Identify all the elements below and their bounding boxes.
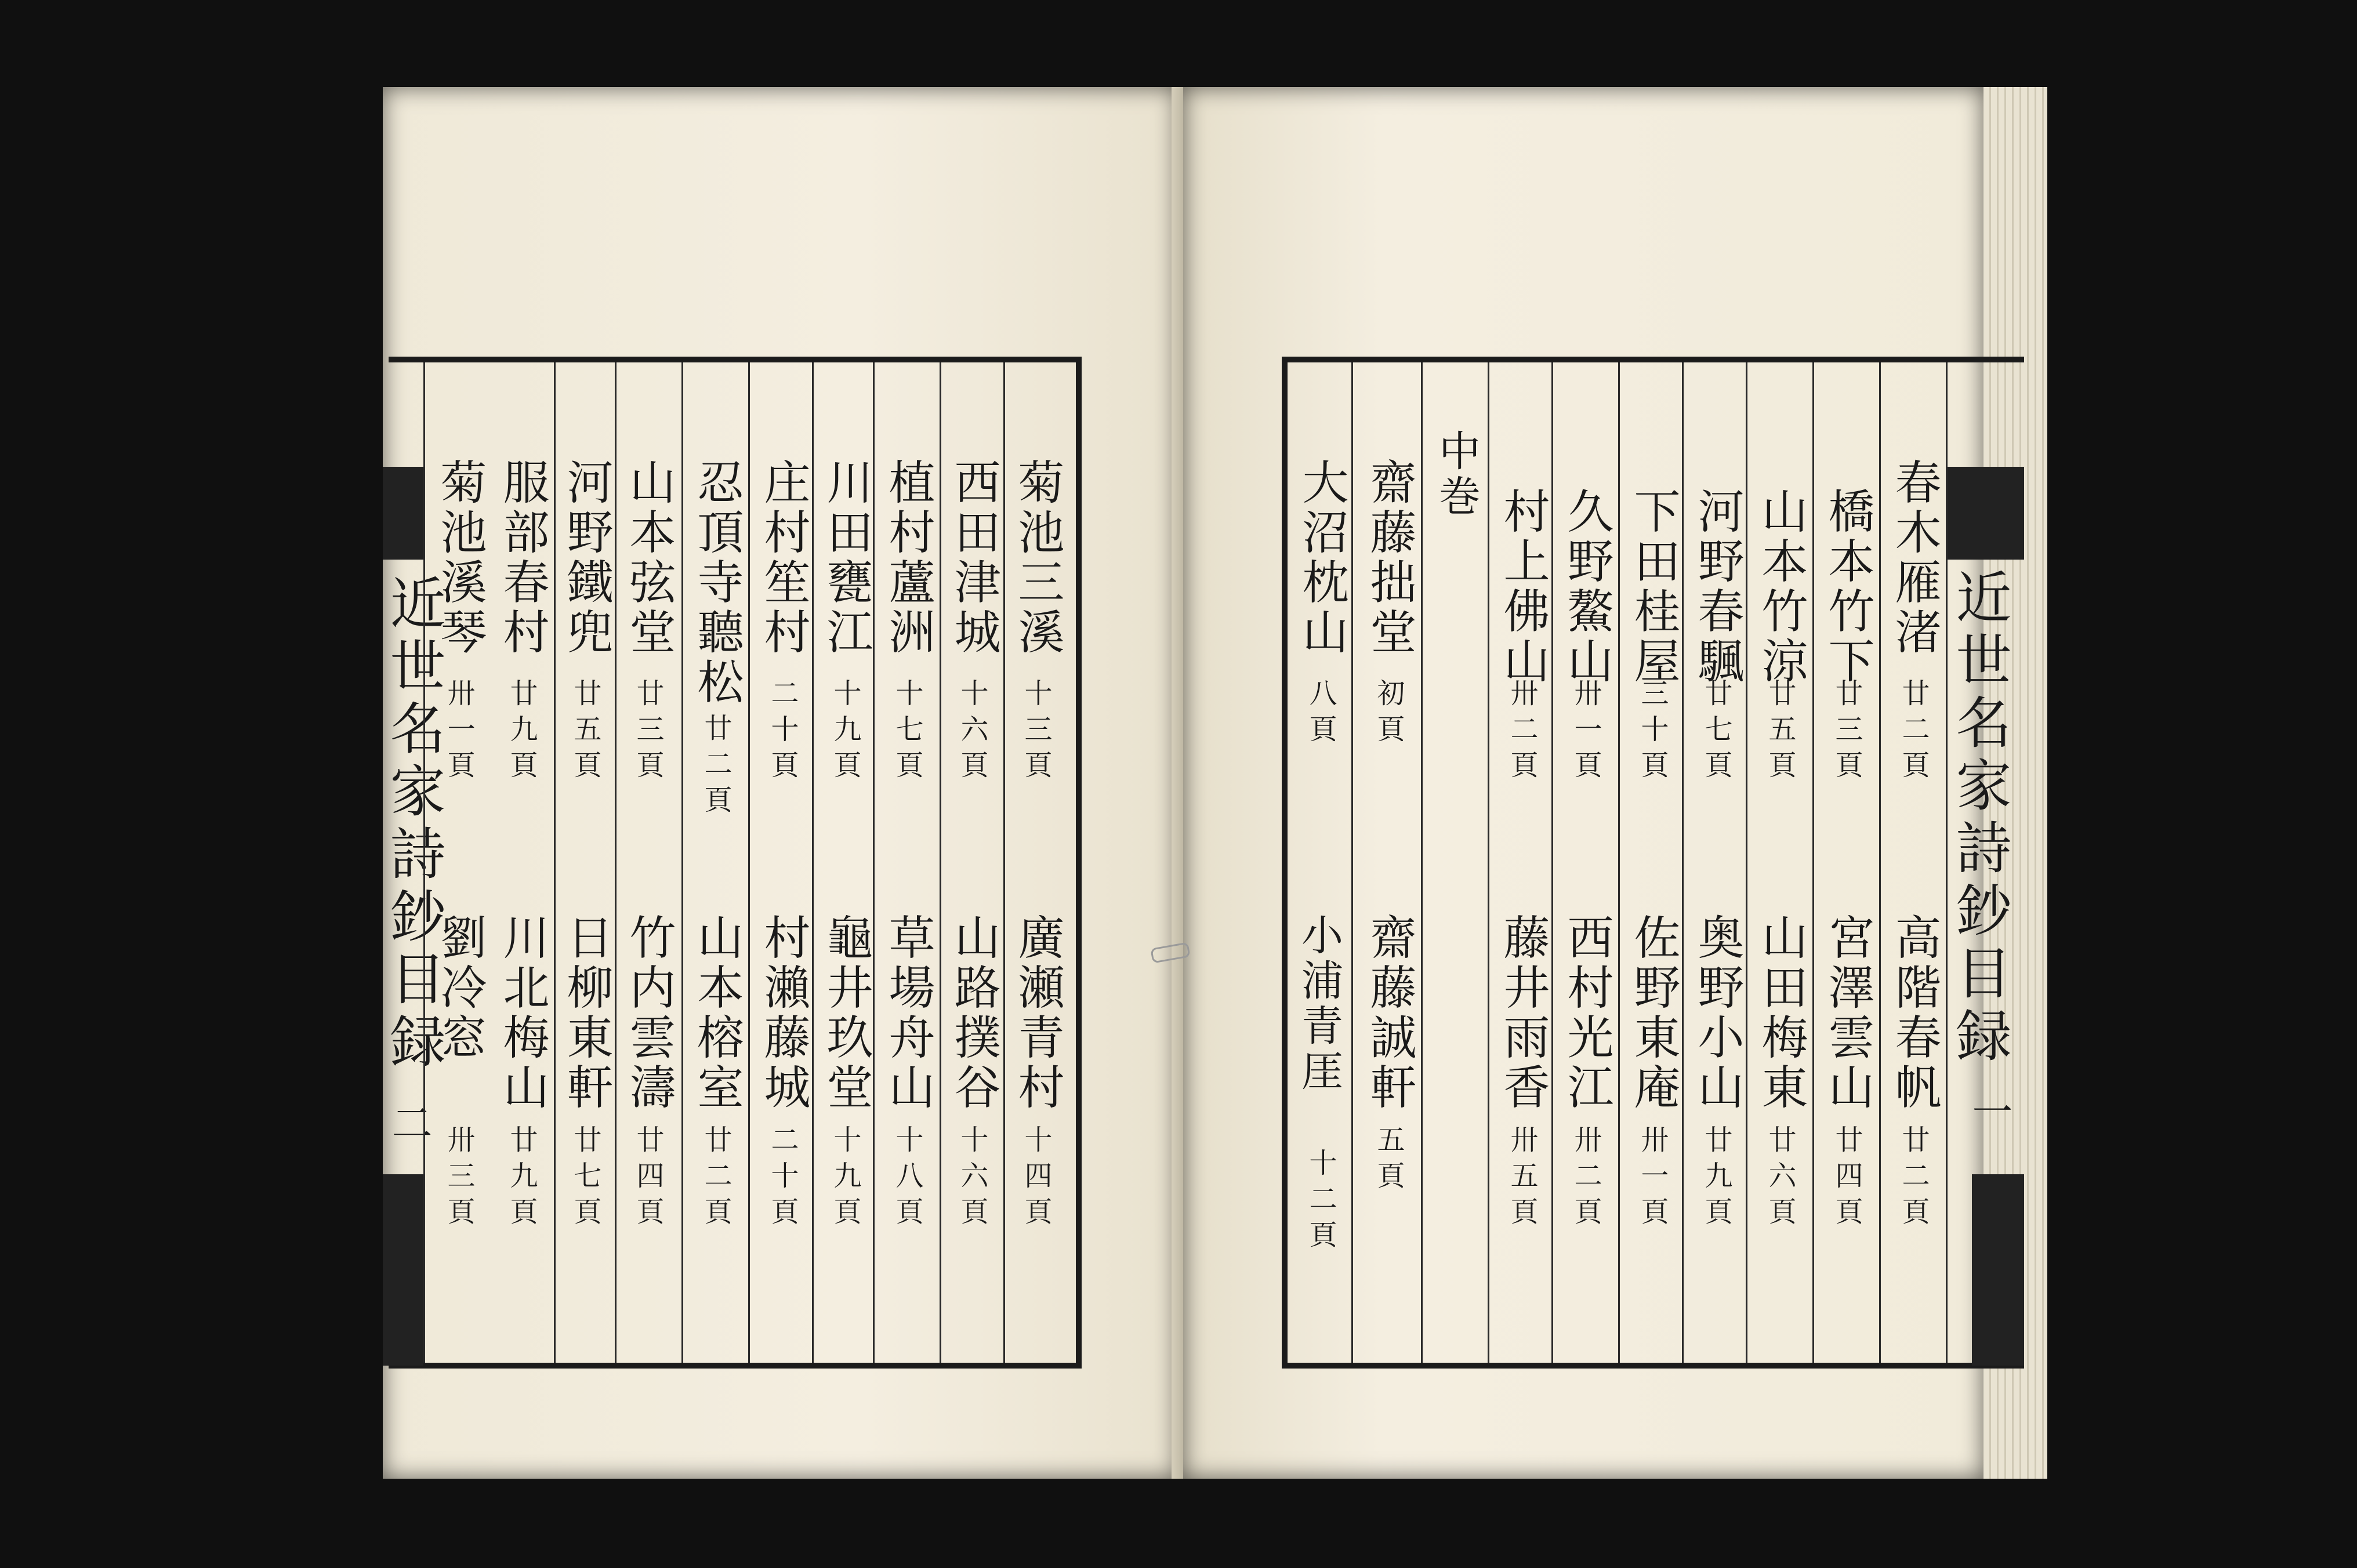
right-entry-name2: 佐野東庵 xyxy=(1626,913,1680,1113)
right-entry-name2: 齋藤誠軒 xyxy=(1362,913,1416,1113)
left-entry-page: 十六頁 xyxy=(956,678,988,786)
right-margin-bar-bottom xyxy=(1972,1174,2024,1366)
left-entry-name2: 山本榕室 xyxy=(690,913,744,1113)
right-col-rule xyxy=(1812,362,1814,1363)
left-entry-page: 十九頁 xyxy=(829,678,861,786)
right-entry-page: 廿七頁 xyxy=(1700,678,1732,786)
left-col-rule xyxy=(1003,362,1005,1363)
right-entry-name: 齋藤拙堂 xyxy=(1362,458,1416,658)
left-margin-page: 二 xyxy=(385,1102,433,1146)
left-entry-page2: 二十頁 xyxy=(766,1125,799,1233)
left-entry-page2: 十九頁 xyxy=(829,1125,861,1233)
left-col-rule xyxy=(812,362,814,1363)
left-entry-name: 西田津城 xyxy=(947,458,1000,658)
left-entry-page2: 十四頁 xyxy=(1020,1125,1052,1233)
left-entry-name2: 龜井玖堂 xyxy=(819,913,873,1113)
left-col-rule xyxy=(940,362,941,1363)
left-entry-name2: 竹内雲濤 xyxy=(622,913,676,1113)
left-col-rule xyxy=(748,362,750,1363)
right-entry-page2: 十二頁 xyxy=(1304,1148,1337,1256)
left-entry-name: 服部春村 xyxy=(495,458,549,658)
left-entry-name2: 日柳東軒 xyxy=(559,913,613,1113)
left-col-rule xyxy=(423,362,425,1363)
left-entry-name2: 川北梅山 xyxy=(495,913,549,1113)
right-entry-page2: 廿二頁 xyxy=(1897,1125,1930,1233)
left-entry-name2: 劉冷窓 xyxy=(433,913,487,1063)
left-margin-bar-top xyxy=(383,467,423,560)
left-entry-page: 廿三頁 xyxy=(632,678,664,786)
left-entry-page2: 廿九頁 xyxy=(505,1125,538,1233)
left-entry-name: 川田甕江 xyxy=(819,458,873,658)
right-entry-name2: 宮澤雲山 xyxy=(1821,913,1874,1113)
right-entry-name2: 山田梅東 xyxy=(1754,913,1808,1113)
right-entry-page: 八頁 xyxy=(1304,678,1337,750)
left-entry-page: 廿二頁 xyxy=(699,713,732,821)
left-entry-name: 菊池三溪 xyxy=(1010,458,1064,658)
right-col-rule xyxy=(1351,362,1353,1363)
left-entry-page2: 廿七頁 xyxy=(569,1125,601,1233)
left-entry-page: 二十頁 xyxy=(766,678,799,786)
right-col-rule xyxy=(1551,362,1553,1363)
left-entry-page2: 廿四頁 xyxy=(632,1125,664,1233)
left-entry-page2: 廿二頁 xyxy=(699,1125,732,1233)
right-entry-name: 橋本竹下 xyxy=(1821,487,1874,687)
right-col-rule xyxy=(1682,362,1684,1363)
right-entry-name: 春木雁渚 xyxy=(1887,458,1941,658)
right-entry-page2: 卅二頁 xyxy=(1569,1125,1602,1233)
right-col-rule xyxy=(1946,362,1948,1363)
left-entry-name: 庄村笙村 xyxy=(756,458,810,658)
right-entry-name2: 藤井雨香 xyxy=(1496,913,1550,1113)
left-entry-name: 忍頂寺聽松 xyxy=(690,458,744,707)
right-col-rule xyxy=(1618,362,1620,1363)
left-col-rule xyxy=(554,362,556,1363)
left-entry-page: 卅一頁 xyxy=(443,678,475,786)
right-col-rule xyxy=(1879,362,1881,1363)
right-entry-page: 卅一頁 xyxy=(1569,678,1602,786)
left-entry-page: 十七頁 xyxy=(891,678,923,786)
left-entry-name2: 山路撲谷 xyxy=(947,913,1000,1113)
right-entry-name: 河野春颿 xyxy=(1690,487,1744,687)
left-entry-page: 十三頁 xyxy=(1020,678,1052,786)
left-entry-name: 山本弦堂 xyxy=(622,458,676,658)
left-entry-page: 廿九頁 xyxy=(505,678,538,786)
left-entry-page: 廿五頁 xyxy=(569,678,601,786)
right-entry-name2: 小浦青厓 xyxy=(1294,913,1343,1094)
right-margin-title: 近世名家詩鈔目録 xyxy=(1947,568,2012,1069)
left-margin-title: 近世名家詩鈔目録 xyxy=(381,574,446,1075)
right-col-rule xyxy=(1746,362,1747,1363)
right-entry-name: 下田桂屋 xyxy=(1626,487,1680,687)
left-entry-name: 菊池溪琴 xyxy=(433,458,487,658)
left-entry-name2: 草場舟山 xyxy=(881,913,935,1113)
right-section-heading: 中巻 xyxy=(1432,429,1481,520)
left-entry-name: 河野鐵兜 xyxy=(559,458,613,658)
left-col-rule xyxy=(615,362,617,1363)
right-col-rule xyxy=(1488,362,1489,1363)
right-entry-page: 廿五頁 xyxy=(1764,678,1796,786)
right-margin-page: 一 xyxy=(1966,1090,2013,1134)
right-entry-name2: 高階春帆 xyxy=(1887,913,1941,1113)
left-entry-name: 植村蘆洲 xyxy=(881,458,935,658)
right-entry-name: 大沼枕山 xyxy=(1294,458,1348,658)
left-entry-page2: 卅三頁 xyxy=(443,1125,475,1233)
left-entry-name2: 村瀨藤城 xyxy=(756,913,810,1113)
right-entry-page2: 卅五頁 xyxy=(1506,1125,1538,1233)
right-entry-name2: 奥野小山 xyxy=(1690,913,1744,1113)
left-col-rule xyxy=(873,362,875,1363)
right-entry-page: 三十頁 xyxy=(1636,678,1669,786)
right-entry-page2: 卅一頁 xyxy=(1636,1125,1669,1233)
right-entry-page2: 廿六頁 xyxy=(1764,1125,1796,1233)
left-entry-page2: 十八頁 xyxy=(891,1125,923,1233)
right-entry-page2: 廿九頁 xyxy=(1700,1125,1732,1233)
right-margin-bar-top xyxy=(1946,467,2024,560)
right-entry-page: 初頁 xyxy=(1372,678,1405,750)
right-entry-page: 廿三頁 xyxy=(1830,678,1863,786)
right-entry-page2: 五頁 xyxy=(1372,1125,1405,1197)
right-entry-page: 卅二頁 xyxy=(1506,678,1538,786)
right-entry-name2: 西村光江 xyxy=(1560,913,1613,1113)
right-entry-name: 村上佛山 xyxy=(1496,487,1550,687)
right-entry-name: 山本竹涼 xyxy=(1754,487,1808,687)
right-entry-name: 久野鰲山 xyxy=(1560,487,1613,687)
left-entry-page2: 十六頁 xyxy=(956,1125,988,1233)
right-entry-page: 廿二頁 xyxy=(1897,678,1930,786)
left-margin-bar-bottom xyxy=(383,1174,423,1366)
right-col-rule xyxy=(1421,362,1423,1363)
left-entry-name2: 廣瀬青村 xyxy=(1010,913,1064,1113)
right-entry-page2: 廿四頁 xyxy=(1830,1125,1863,1233)
left-col-rule xyxy=(681,362,683,1363)
